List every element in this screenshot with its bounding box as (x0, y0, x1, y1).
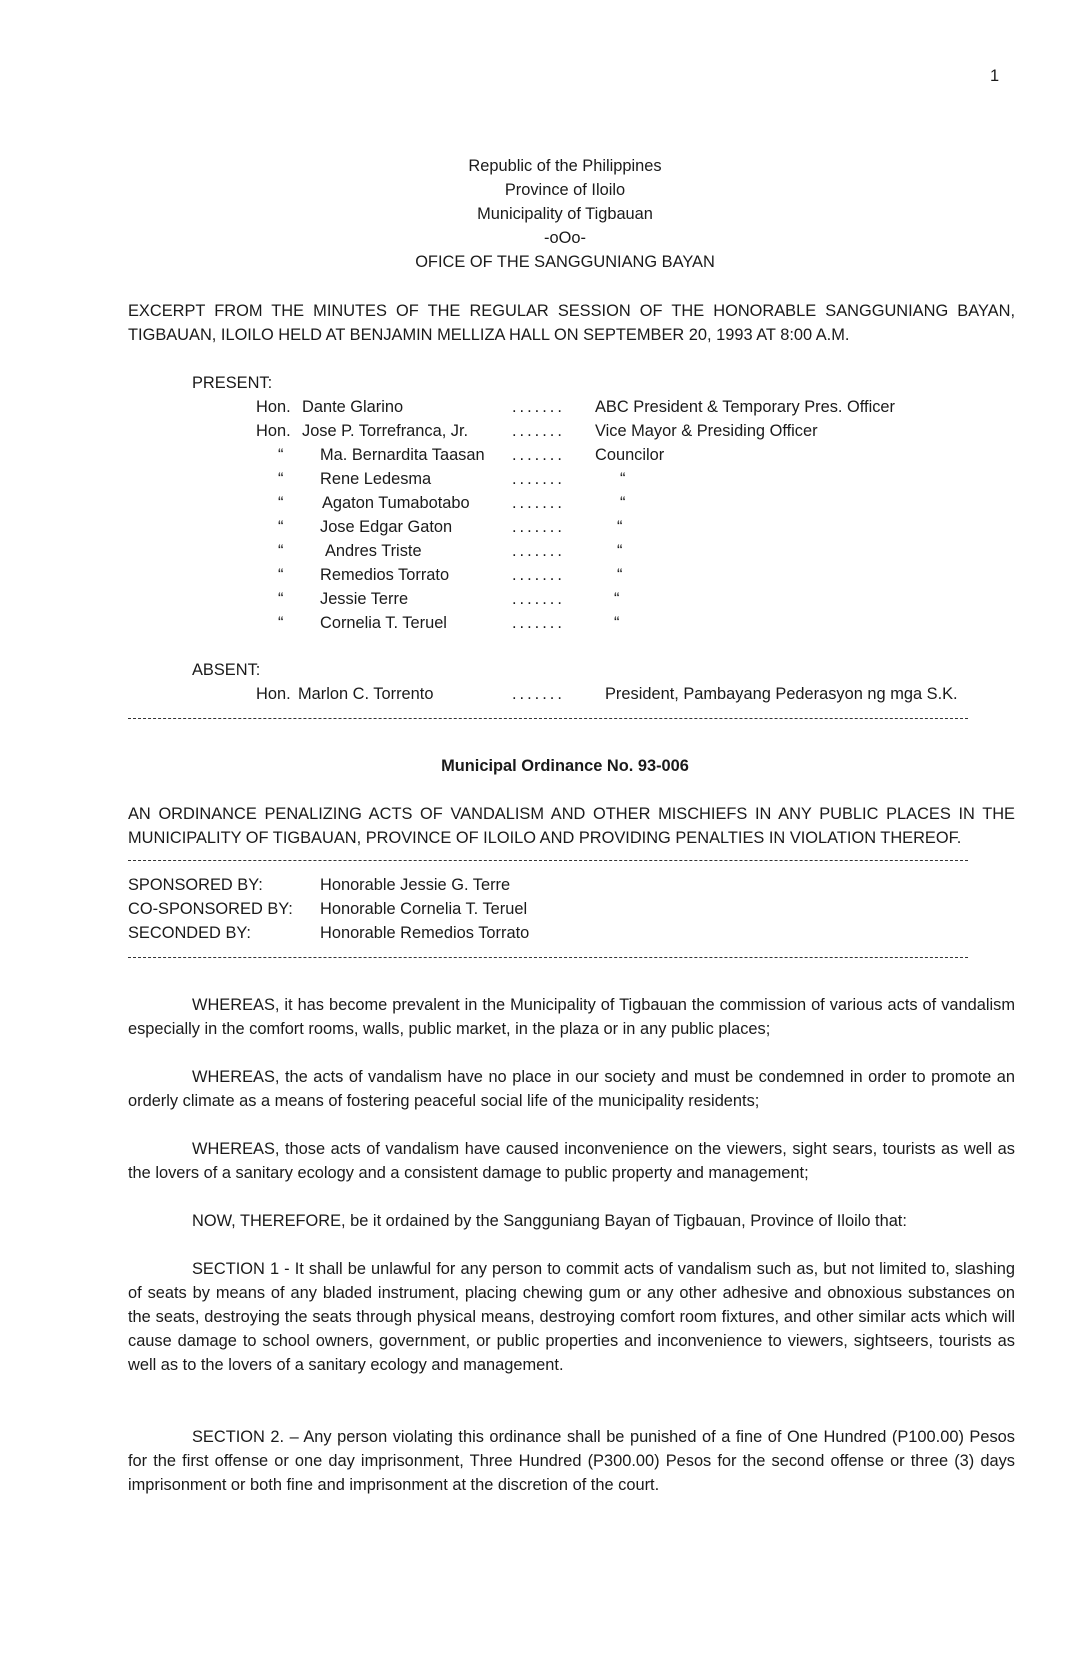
leader-dots: ....... (512, 494, 565, 512)
leader-dots: ....... (512, 518, 565, 536)
section-1-paragraph: SECTION 1 - It shall be unlawful for any person to commit acts of vandalism such as, but not limited to, slashing of seats by means of any bladed instrument, placing chewing gum or any other adhesive and obnoxious substances on the seats, destroying the seats through physical means, destroying comfort room fixtures, and other similar acts which will cause damage to school owners, government, or public properties and inconvenience to viewers, sightseers, tourists as well as to the lovers of a sanitary ecology and management. (128, 1260, 1015, 1374)
header-municipality: Municipality of Tigbauan (477, 205, 653, 223)
sponsor-label: SPONSORED BY: (128, 876, 263, 894)
ditto-mark: “ (278, 518, 284, 536)
leader-dots: ....... (512, 566, 565, 584)
dashed-divider (128, 957, 968, 958)
member-position: “ (617, 518, 623, 536)
member-position: “ (620, 494, 626, 512)
member-position: President, Pambayang Pederasyon ng mga S.K. (605, 685, 958, 703)
ditto-mark: “ (278, 494, 284, 512)
member-position: ABC President & Temporary Pres. Officer (595, 398, 896, 416)
member-name: Andres Triste (325, 542, 422, 560)
ditto-mark: “ (278, 566, 284, 584)
header-province: Province of Iloilo (504, 181, 626, 199)
now-therefore-paragraph: NOW, THEREFORE, be it ordained by the Sangguniang Bayan of Tigbauan, Province of Iloilo that: (192, 1212, 907, 1230)
member-position: Vice Mayor & Presiding Officer (595, 422, 818, 440)
leader-dots: ....... (512, 446, 565, 464)
header-separator: -oOo- (544, 229, 586, 247)
present-label: PRESENT: (192, 374, 273, 392)
header-office: OFICE OF THE SANGGUNIANG BAYAN (415, 253, 715, 271)
member-position: “ (614, 614, 620, 632)
absent-label: ABSENT: (192, 661, 261, 679)
ordinance-title: Municipal Ordinance No. 93-006 (441, 757, 689, 775)
member-name: Remedios Torrato (320, 566, 450, 584)
member-name: Jessie Terre (320, 590, 409, 608)
ditto-mark: “ (278, 470, 284, 488)
dashed-divider (128, 860, 968, 861)
excerpt-paragraph: EXCERPT FROM THE MINUTES OF THE REGULAR SESSION OF THE HONORABLE SANGGUNIANG BAYAN, TIGBAUAN, ILOILO HELD AT BENJAMIN MELLIZA HALL ON SEPTEMBER 20, 1993 AT 8:00 A.M. (128, 302, 1015, 344)
whereas-paragraph: WHEREAS, it has become prevalent in the Municipality of Tigbauan the commission of various acts of vandalism especially in the comfort rooms, walls, public market, in the plaza or in any public places; (128, 996, 1015, 1038)
leader-dots: ....... (512, 470, 565, 488)
member-position: “ (617, 566, 623, 584)
cosponsor-label: CO-SPONSORED BY: (128, 900, 293, 918)
member-name: Agaton Tumabotabo (322, 494, 470, 512)
dashed-divider (128, 718, 968, 719)
leader-dots: ....... (512, 422, 565, 440)
member-name: Cornelia T. Teruel (320, 614, 447, 632)
leader-dots: ....... (512, 398, 565, 416)
leader-dots: ....... (512, 685, 565, 703)
member-name: Jose P. Torrefranca, Jr. (302, 422, 469, 440)
seconded-label: SECONDED BY: (128, 924, 251, 942)
member-name: Jose Edgar Gaton (320, 518, 453, 536)
ditto-mark: “ (278, 446, 284, 464)
whereas-paragraph: WHEREAS, the acts of vandalism have no place in our society and must be condemned in order to promote an orderly climate as a means of fostering peaceful social life of the municipality residents; (128, 1068, 1015, 1110)
ditto-mark: “ (278, 542, 284, 560)
leader-dots: ....... (512, 614, 565, 632)
leader-dots: ....... (512, 542, 565, 560)
member-prefix: Hon. (256, 685, 291, 703)
seconded-value: Honorable Remedios Torrato (320, 924, 530, 942)
member-name: Marlon C. Torrento (298, 685, 434, 703)
member-position: “ (614, 590, 620, 608)
ditto-mark: “ (278, 590, 284, 608)
member-position: Councilor (595, 446, 665, 464)
page-number: 1 (990, 67, 1000, 85)
member-name: Dante Glarino (302, 398, 404, 416)
section-2-paragraph: SECTION 2. – Any person violating this ordinance shall be punished of a fine of One Hundred (P100.00) Pesos for the first offense or one day imprisonment, Three Hundred (P300.00) Pesos for the second offense or three (3) days imprisonment or both fine and imprisonment at the discretion of the court. (128, 1428, 1015, 1494)
member-position: “ (617, 542, 623, 560)
ditto-mark: “ (278, 614, 284, 632)
ordinance-description: AN ORDINANCE PENALIZING ACTS OF VANDALISM AND OTHER MISCHIEFS IN ANY PUBLIC PLACES IN THE MUNICIPALITY OF TIGBAUAN, PROVINCE OF ILOILO AND PROVIDING PENALTIES IN VIOLATION THEREOF. (128, 805, 1015, 847)
member-name: Ma. Bernardita Taasan (320, 446, 485, 464)
header-republic: Republic of the Philippines (468, 157, 662, 175)
member-name: Rene Ledesma (320, 470, 432, 488)
member-prefix: Hon. (256, 398, 291, 416)
sponsor-value: Honorable Jessie G. Terre (320, 876, 511, 894)
member-prefix: Hon. (256, 422, 291, 440)
whereas-paragraph: WHEREAS, those acts of vandalism have caused inconvenience on the viewers, sight sears, tourists as well as the lovers of a sanitary ecology and a consistent damage to public property and management; (128, 1140, 1015, 1182)
leader-dots: ....... (512, 590, 565, 608)
cosponsor-value: Honorable Cornelia T. Teruel (320, 900, 528, 918)
member-position: “ (620, 470, 626, 488)
